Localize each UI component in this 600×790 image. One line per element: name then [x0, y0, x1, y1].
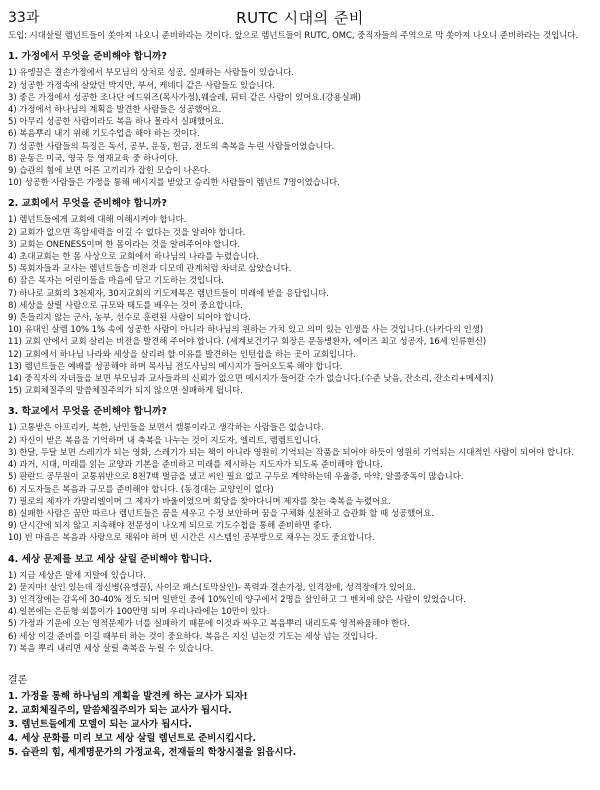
list-item: 1) 렘넌트들에게 교회에 대해 이해시켜야 합니다. [8, 214, 187, 225]
list-item: 1) 지금 세상은 말세 지말에 있습니다. [8, 569, 146, 580]
list-item: 4) 과거, 시대, 미래를 읽는 교양과 기본을 준비하고 미래를 제시하는 지도자가 되도록 준비해야 합니다. [8, 459, 383, 470]
list-item: 8) 세상을 살릴 사람으로 규모와 태도를 배우는 것이 중요합니다. [8, 299, 243, 310]
list-item: 11) 교회 안에서 교회 살리는 비전을 발견해 주어야 합니다. (세계보건기구 회장은 문동병환자, 에이즈 최고 성공자, 16세 인류현신) [8, 336, 487, 347]
list-item: 6) 세상 이길 준비를 이길 때부터 하는 것이 중요하다. 복음은 지신 넘는것 기도는 세상 넘는 것입니다. [8, 630, 378, 641]
conclusion-item: 3. 렘넌트들에게 모델이 되는 교사가 됩시다. [8, 718, 192, 730]
list-item: 7) 복음 뿌리 내리면 세상 살릴 축복을 누릴 수 있습니다. [8, 642, 214, 653]
list-item: 9) 단시간에 되지 않고 지속해야 전문성이 나오게 되므로 기도수첩을 통해 준비하면 좋다. [8, 520, 332, 531]
conclusion-item: 1. 가정을 통해 하나님의 계획을 발견케 하는 교사가 되자! [8, 690, 248, 702]
header [8, 5, 592, 29]
list-item: 7) 성공한 사람들의 특징은 독서, 공부, 운동, 헌금, 전도의 축복을 누린 사람들이었습니다. [8, 140, 335, 151]
conclusion-item: 2. 교회체질주의, 말씀체질주의가 되는 교사가 됩시다. [8, 704, 232, 716]
list-item: 6) 지도자들은 복음과 규모를 준비해야 합니다. (동경대는 교양인이 없다) [8, 483, 274, 494]
list-item: 2) 묻지마! 살인 있는데 정신병(유엥끌), 사이코 패스(토막살인)- 폭력과 결손가정, 인격장애, 성격장애가 있어요. [8, 581, 416, 592]
list-item: 13) 렘넌트들은 예배를 성공해야 하며 목사님 전도사님의 메시지가 들어오도록 해야 합니다. [8, 360, 343, 371]
section-1 [8, 51, 592, 188]
list-item: 3) 좋은 가정에서 성공한 조나단 에드워즈(목사가정),웨슬레, 뒤터 같은 사람이 있어요.(강용실패) [8, 91, 361, 102]
section-title: 4. 세상 문제를 보고 세상 살릴 준비해야 합니다. [8, 553, 213, 565]
list-item: 5) 목회자들과 교사는 렘넌트들을 비전과 디모데 관계처럼 차녀로 삼았습니다. [8, 263, 292, 274]
page-title: RUTC 시대의 준비 [236, 9, 364, 27]
list-item: 5) 아무리 성공한 사람이라도 복음 하나 몰라서 실패했어요. [8, 116, 224, 127]
list-item: 3) 교회는 ONENESS이며 한 몸이라는 것을 알려주어야 합니다. [8, 238, 241, 249]
list-item: 10) 유대인 살렘 10% 1% 속에 성공한 사람이 아니라 하나님의 원하는 가치 있고 의미 있는 인생을 사는 것입니다.(나카다의 인생) [8, 324, 484, 335]
list-item: 4) 초대교회는 한 몸 사상으로 교회에서 하나님의 나라를 누렸습니다. [8, 251, 259, 262]
conclusion-item: 4. 세상 문화를 미리 보고 세상 살릴 렘넌트로 준비시킵시다. [8, 732, 257, 744]
section-item-list [8, 569, 592, 654]
list-item: 8) 운동은 미국, 영국 등 영재교육 중 하나이다. [8, 152, 179, 163]
section-item-list [8, 66, 592, 188]
list-item: 1) 유엥끌은 결손가정에서 부모님의 상처로 성공, 실패하는 사람들이 있습니다. [8, 67, 295, 78]
list-item: 2) 자신이 받은 복음을 기억하며 내 축복을 나누는 것이 지도자, 엘리트, 렘렘트입니다. [8, 434, 321, 445]
list-item: 10) 성공한 사람들은 가정을 통해 메시지를 받았고 승리한 사람들이 렘넌트 7명이였습니다. [8, 177, 340, 188]
list-item: 3) 한달, 두달 보면 스레기가 되는 영화, 스레기가 되는 책이 아니라 영원히 기억되는 작품을 되어야 하듯이 영원히 기억되는 시대적인 사람이 되어야 합니다. [8, 446, 574, 457]
list-item: 7) 하나로 교회의 3천제자, 30지교회의 기도제목은 렘넌트들이 미래에 받을 응답입니다. [8, 287, 329, 298]
list-item: 9) 습관의 힘에 보면 어른 고끼리가 잡힌 모습이 나온다. [8, 165, 211, 176]
list-item: 7) 필로의 제자가 가말리엘이며 그 제자가 바울이었으며 회당을 찾아다니며 제자를 찾는 축복을 누렸어요. [8, 495, 391, 506]
list-item: 5) 판란드 공무원이 교통위반으로 8천7백 벌금을 냈고 씨인 필요 없고 구두로 계약하는데 우울증, 마약, 알콜중독이 많습니다. [8, 471, 464, 482]
list-item: 6) 잠은 목자는 어린이들을 마음에 담고 기도하는 것입니다. [8, 275, 224, 286]
section-title: 3. 학교에서 무엇을 준비해야 합니까? [8, 406, 167, 418]
section-title: 1. 가정에서 무엇을 준비해야 합니까? [8, 51, 167, 63]
list-item: 1) 고통받은 아프리카, 북한, 난민들을 보면서 캠통이라고 생각하는 사람들은 없습니다. [8, 422, 324, 433]
conclusion-item: 5. 습관의 힘, 세계명문가의 가정교육, 전재들의 학창시절을 읽읍시다. [8, 746, 297, 758]
sections [8, 51, 592, 654]
section-title: 2. 교회에서 무엇을 준비해야 합니까? [8, 198, 167, 210]
lesson-number: 33과 [8, 10, 40, 26]
list-item: 6) 복음뿌리 내기 위해 기도수업을 해야 하는 것이다. [8, 128, 200, 139]
conclusion-title: 결론 [8, 674, 28, 686]
list-item: 8) 실패한 사람은 꿈만 따르나 렘넌트들은 꿈을 세우고 수정 보안하며 꿈을 구체화 실천하고 습관화 할 때 성공했어요. [8, 507, 435, 518]
section-2 [8, 198, 592, 396]
list-item: 5) 가정과 기운에 오는 영적문제가 너를 실패하기 때문에 이것과 싸우고 복음뿌리 내리도록 영적싸움해야 한다. [8, 618, 410, 629]
section-item-list [8, 421, 592, 543]
list-item: 4) 가정에서 하나님의 계획을 발견한 사람들은 성공했어요. [8, 104, 222, 115]
list-item: 10) 빈 마음은 복음과 사랑으로 채워야 하며 빈 시간은 시스템인 공부방으로 채우는 것도 중요합니다. [8, 532, 375, 543]
section-4 [8, 554, 592, 654]
list-item: 9) 흔들리지 않는 군사, 농부, 선수로 훈련된 사람이 되어야 합니다. [8, 312, 251, 323]
intro-paragraph: 도입: 시대살릴 렘넌트들이 쏫아져 나오니 준비하라는 것이다. 앞으로 렘넌트들이 RUTC, OMC, 중직자들의 주역으로 막 쏫아져 나오니 준비하라는 것입니다. [8, 30, 579, 40]
list-item: 12) 교회에서 하나님 나라와 세상을 살리려 할 이유를 발견하는 인턴쉽을 하는 곳이 교회입니다. [8, 348, 356, 359]
list-item: 4) 일본에는 은둔형 외톨이가 100만명 되며 우리나라에는 10만이 있다. [8, 606, 270, 617]
conclusion-list [8, 690, 592, 760]
list-item: 2) 성공한 가정속에 살았던 박지만, 부셔, 케네디 같은 사람들도 있습니다. [8, 79, 276, 90]
list-item: 14) 중직자의 자녀들을 보면 부모님과 교사들과의 신뢰가 없으면 메시지가 들어갈 수가 없습니다.(수준 낮음, 잔소리, 잔소리+메세지) [8, 373, 494, 384]
section-3 [8, 406, 592, 543]
list-item: 15) 교회체질주의 말씀체질주의가 되지 않으면 실패하게 됩니다. [8, 385, 243, 396]
list-item: 2) 교회가 없으면 흑암세력을 이길 수 없다는 것을 알려야 합니다. [8, 226, 246, 237]
section-item-list [8, 213, 592, 396]
conclusion [8, 674, 592, 760]
list-item: 3) 인격장애는 감옥에 30-40% 정도 되며 일반인 중에 10%인데 양구에서 2명을 살인하고 그 벤치에 앉은 사람이 있었습니다. [8, 593, 466, 604]
